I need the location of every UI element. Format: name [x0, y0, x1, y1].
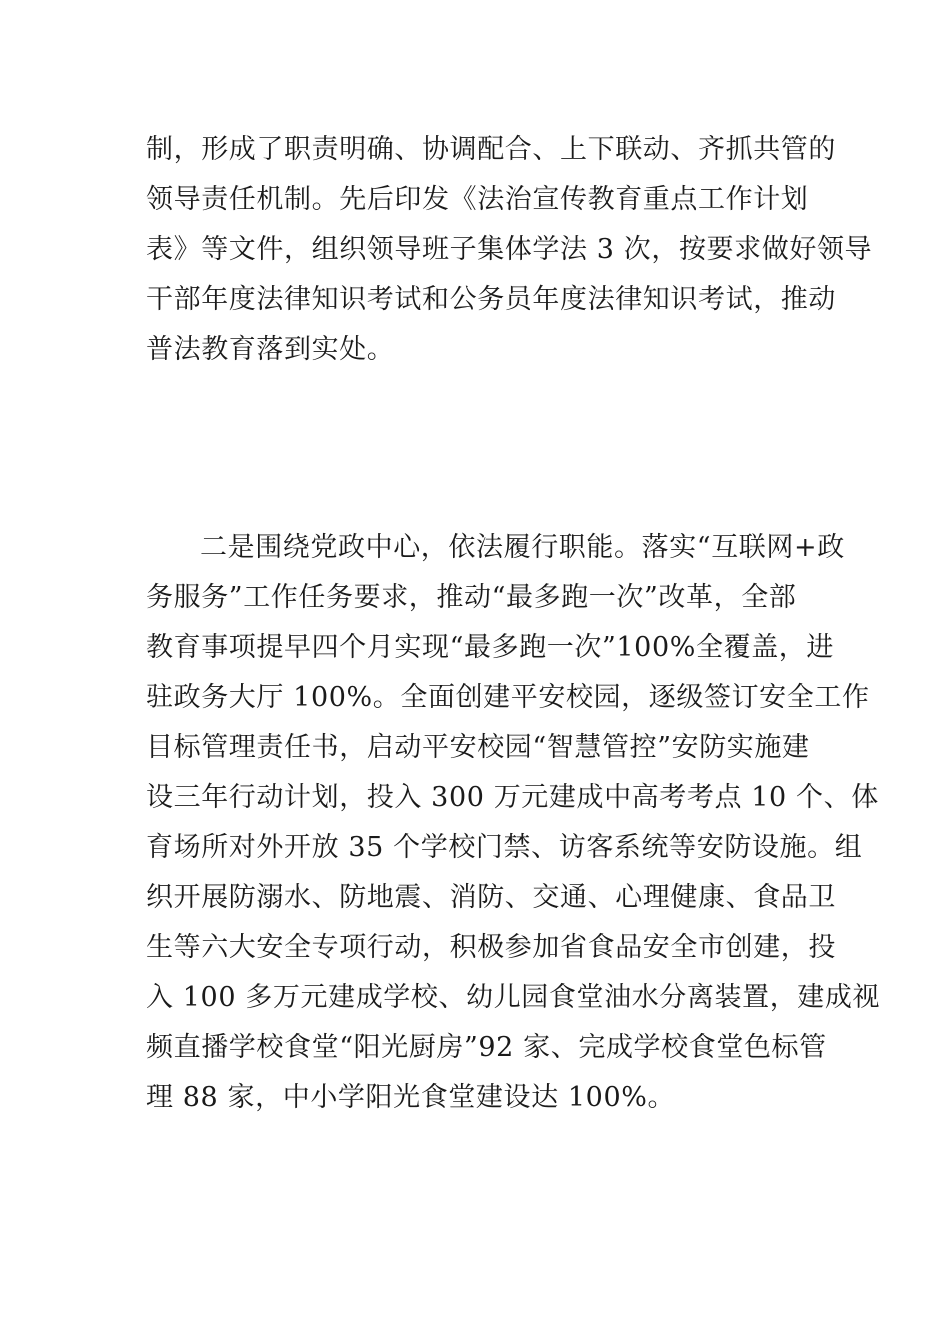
- paragraph-line: 领导责任机制。先后印发《法治宣传教育重点工作计划: [146, 184, 809, 215]
- paragraph-line: 织开展防溺水、防地震、消防、交通、心理健康、食品卫: [146, 882, 836, 913]
- paragraph-line: 制，形成了职责明确、协调配合、上下联动、齐抓共管的: [146, 134, 836, 165]
- paragraph-line: 入 100 多万元建成学校、幼儿园食堂油水分离装置，建成视: [146, 982, 881, 1013]
- paragraph-line: 频直播学校食堂“阳光厨房”92 家、完成学校食堂色标管: [146, 1032, 827, 1063]
- paragraph-line: 教育事项提早四个月实现“最多跑一次”100%全覆盖，进: [146, 632, 834, 663]
- paragraph-line: 务服务”工作任务要求，推动“最多跑一次”改革，全部: [146, 582, 797, 613]
- paragraph-line: 理 88 家，中小学阳光食堂建设达 100%。: [146, 1082, 676, 1113]
- paragraph-line: 普法教育落到实处。: [146, 334, 395, 365]
- paragraph-line: 生等六大安全专项行动，积极参加省食品安全市创建，投: [146, 932, 836, 963]
- paragraph-line: 二是围绕党政中心，依法履行职能。落实“互联网+政: [200, 532, 845, 563]
- paragraph-line: 目标管理责任书，启动平安校园“智慧管控”安防实施建: [146, 732, 810, 763]
- paragraph-line: 育场所对外开放 35 个学校门禁、访客系统等安防设施。组: [146, 832, 863, 863]
- paragraph-line: 表》等文件，组织领导班子集体学法 3 次，按要求做好领导: [146, 234, 873, 265]
- paragraph-line: 驻政务大厅 100%。全面创建平安校园，逐级签订安全工作: [146, 682, 870, 713]
- paragraph-line: 干部年度法律知识考试和公务员年度法律知识考试，推动: [146, 284, 836, 315]
- paragraph-line: 设三年行动计划，投入 300 万元建成中高考考点 10 个、体: [146, 782, 879, 813]
